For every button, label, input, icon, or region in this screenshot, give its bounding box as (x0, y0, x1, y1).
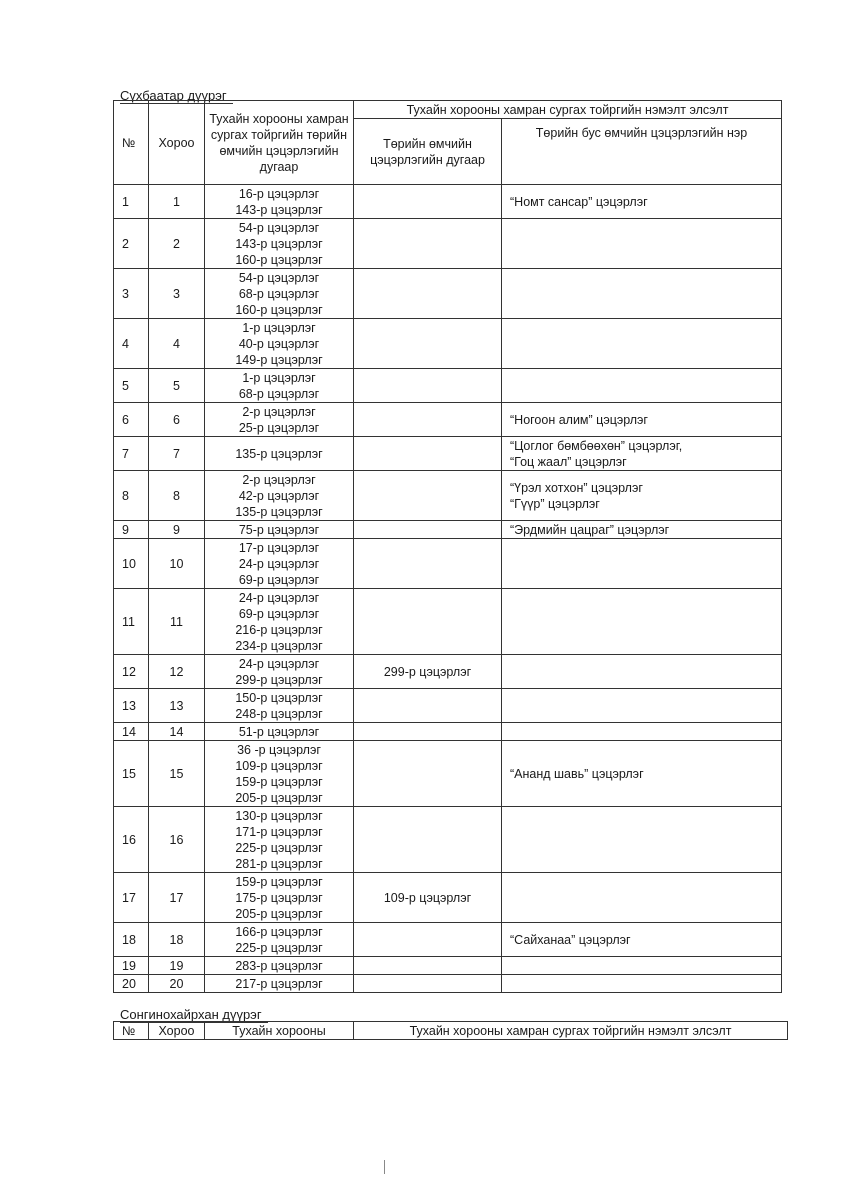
kindergarten-name: 54-р цэцэрлэг (238, 270, 320, 285)
cell-no: 2 (114, 219, 149, 269)
kindergarten-name: 281-р цэцэрлэг (235, 856, 323, 871)
kindergarten-name: 17-р цэцэрлэг (238, 540, 320, 555)
cell-state-kindergartens (205, 741, 354, 807)
kindergarten-name: 68-р цэцэрлэг (238, 286, 320, 301)
table-row (114, 655, 782, 689)
cell-no: 8 (114, 471, 149, 521)
kindergarten-name: 159-р цэцэрлэг (235, 874, 323, 889)
table-row (114, 437, 782, 471)
cell-extra-state (354, 689, 502, 723)
cell-extra-state: 299-р цэцэрлэг (354, 655, 502, 689)
cell-horoo: 8 (149, 471, 205, 521)
kindergarten-name: 75-р цэцэрлэг (238, 522, 320, 537)
header-horoo: Хороо (149, 101, 205, 185)
cell-extra-private (502, 741, 782, 807)
kindergarten-name: 216-р цэцэрлэг (235, 622, 323, 637)
kindergarten-name: 217-р цэцэрлэг (235, 976, 323, 991)
cell-no: 19 (114, 957, 149, 975)
kindergarten-name: 109-р цэцэрлэг (235, 758, 323, 773)
cell-state-kindergartens (205, 403, 354, 437)
kindergarten-name: 68-р цэцэрлэг (238, 386, 320, 401)
cell-extra-private (502, 219, 782, 269)
kindergarten-name: 54-р цэцэрлэг (238, 220, 320, 235)
cell-state-kindergartens (205, 689, 354, 723)
cell-no: 1 (114, 185, 149, 219)
cell-no: 7 (114, 437, 149, 471)
cell-horoo: 19 (149, 957, 205, 975)
table-row (114, 219, 782, 269)
cell-no: 3 (114, 269, 149, 319)
cell-extra-private (502, 269, 782, 319)
cell-extra-state (354, 539, 502, 589)
cell-no: 18 (114, 923, 149, 957)
cell-state-kindergartens (205, 269, 354, 319)
cell-extra-state (354, 185, 502, 219)
kindergarten-name: 299-р цэцэрлэг (235, 672, 323, 687)
cell-extra-private (502, 957, 782, 975)
cell-extra-state (354, 369, 502, 403)
header-extra-state: Төрийн өмчийн цэцэрлэгийн дугаар (354, 119, 502, 185)
private-kindergarten-name: “Үрэл хотхон” цэцэрлэг (510, 480, 643, 495)
scan-mark (384, 1160, 385, 1174)
cell-no: 9 (114, 521, 149, 539)
cell-horoo: 5 (149, 369, 205, 403)
table-row (114, 975, 782, 993)
cell-extra-state (354, 319, 502, 369)
cell-extra-private (502, 689, 782, 723)
kindergarten-name: 2-р цэцэрлэг (242, 404, 316, 419)
header-extra-enrollment: Тухайн хорооны хамран сургах тойргийн нэмэлт элсэлт (354, 101, 782, 119)
cell-no: 6 (114, 403, 149, 437)
table-row (114, 807, 782, 873)
cell-horoo: 2 (149, 219, 205, 269)
cell-horoo: 18 (149, 923, 205, 957)
kindergarten-name: 1-р цэцэрлэг (242, 370, 316, 385)
kindergarten-name: 159-р цэцэрлэг (235, 774, 323, 789)
cell-extra-private (502, 369, 782, 403)
cell-extra-state (354, 269, 502, 319)
cell-horoo: 17 (149, 873, 205, 923)
cell-extra-private (502, 539, 782, 589)
cell-state-kindergartens (205, 923, 354, 957)
cell-state-kindergartens (205, 873, 354, 923)
table-row (114, 589, 782, 655)
cell-extra-state (354, 741, 502, 807)
kindergarten-name: 205-р цэцэрлэг (235, 906, 323, 921)
kindergarten-name: 69-р цэцэрлэг (238, 606, 320, 621)
kindergarten-name: 25-р цэцэрлэг (238, 420, 320, 435)
kindergarten-name: 225-р цэцэрлэг (235, 940, 323, 955)
cell-extra-private (502, 521, 782, 539)
cell-horoo: 1 (149, 185, 205, 219)
cell-horoo: 6 (149, 403, 205, 437)
section-title-sukhbaatar: Сүхбаатар дүүрэг (120, 88, 233, 104)
private-kindergarten-name: “Гүүр” цэцэрлэг (510, 496, 600, 511)
kindergarten-name: 69-р цэцэрлэг (238, 572, 320, 587)
cell-extra-private (502, 471, 782, 521)
cell-extra-state (354, 923, 502, 957)
table-row (114, 741, 782, 807)
cell-no: 11 (114, 589, 149, 655)
cell-horoo: 10 (149, 539, 205, 589)
header-no: № (114, 101, 149, 185)
table-row (114, 369, 782, 403)
table-row (114, 319, 782, 369)
cell-state-kindergartens (205, 471, 354, 521)
kindergarten-name: 205-р цэцэрлэг (235, 790, 323, 805)
table-row (114, 403, 782, 437)
kindergarten-name: 160-р цэцэрлэг (235, 252, 323, 267)
cell-extra-state (354, 521, 502, 539)
private-kindergarten-name: “Сайханаа” цэцэрлэг (510, 932, 631, 947)
kindergarten-name: 36 -р цэцэрлэг (237, 742, 321, 757)
cell-no: 4 (114, 319, 149, 369)
cell-state-kindergartens (205, 521, 354, 539)
table-row (114, 471, 782, 521)
cell-extra-private (502, 185, 782, 219)
cell-no: 10 (114, 539, 149, 589)
cell-horoo: 7 (149, 437, 205, 471)
table-row (114, 269, 782, 319)
cell-horoo: 15 (149, 741, 205, 807)
cell-state-kindergartens (205, 807, 354, 873)
table-row (114, 689, 782, 723)
cell-extra-private (502, 807, 782, 873)
cell-extra-private (502, 319, 782, 369)
cell-extra-private (502, 975, 782, 993)
kindergarten-name: 150-р цэцэрлэг (235, 690, 323, 705)
cell-state-kindergartens (205, 975, 354, 993)
table-row (114, 873, 782, 923)
cell-extra-state (354, 219, 502, 269)
cell-no: 15 (114, 741, 149, 807)
cell-state-kindergartens (205, 957, 354, 975)
kindergarten-name: 135-р цэцэрлэг (235, 504, 323, 519)
cell-horoo: 11 (149, 589, 205, 655)
cell-state-kindergartens (205, 539, 354, 589)
cell-extra-private (502, 437, 782, 471)
cell-horoo: 3 (149, 269, 205, 319)
private-kindergarten-name: “Номт сансар” цэцэрлэг (510, 194, 648, 209)
kindergarten-name: 248-р цэцэрлэг (235, 706, 323, 721)
cell-no: 16 (114, 807, 149, 873)
cell-extra-private (502, 403, 782, 437)
kindergarten-name: 24-р цэцэрлэг (238, 556, 320, 571)
kindergarten-name: 143-р цэцэрлэг (235, 202, 323, 217)
cell-extra-private (502, 589, 782, 655)
kindergarten-name: 225-р цэцэрлэг (235, 840, 323, 855)
kindergarten-name: 149-р цэцэрлэг (235, 352, 323, 367)
kindergarten-name: 2-р цэцэрлэг (242, 472, 316, 487)
header-extra-enrollment: Тухайн хорооны хамран сургах тойргийн нэмэлт элсэлт (354, 1022, 788, 1040)
kindergarten-name: 283-р цэцэрлэг (235, 958, 323, 973)
cell-no: 12 (114, 655, 149, 689)
kindergarten-name: 16-р цэцэрлэг (238, 186, 320, 201)
cell-state-kindergartens (205, 185, 354, 219)
kindergarten-name: 160-р цэцэрлэг (235, 302, 323, 317)
cell-state-kindergartens (205, 655, 354, 689)
cell-no: 13 (114, 689, 149, 723)
header-extra-private: Төрийн бус өмчийн цэцэрлэгийн нэр (502, 119, 782, 185)
table-row (114, 521, 782, 539)
cell-state-kindergartens (205, 723, 354, 741)
cell-extra-state: 109-р цэцэрлэг (354, 873, 502, 923)
cell-state-kindergartens (205, 219, 354, 269)
cell-extra-state (354, 471, 502, 521)
cell-no: 5 (114, 369, 149, 403)
table-row (114, 957, 782, 975)
kindergarten-name: 135-р цэцэрлэг (235, 446, 323, 461)
cell-horoo: 14 (149, 723, 205, 741)
cell-extra-state (354, 723, 502, 741)
table-row (114, 185, 782, 219)
cell-extra-private (502, 723, 782, 741)
private-kindergarten-name: “Цоглог бөмбөөхөн” цэцэрлэг, (510, 438, 683, 453)
kindergarten-name: 51-р цэцэрлэг (238, 724, 320, 739)
cell-extra-state (354, 437, 502, 471)
private-kindergarten-name: “Гоц жаал” цэцэрлэг (510, 454, 627, 469)
cell-extra-state (354, 589, 502, 655)
cell-extra-state (354, 975, 502, 993)
cell-no: 14 (114, 723, 149, 741)
cell-horoo: 20 (149, 975, 205, 993)
header-state-kindergartens: Тухайн хорооны хамран сургах тойргийн төрийн өмчийн цэцэрлэгийн дугаар (205, 101, 354, 185)
header-no: № (114, 1022, 149, 1040)
cell-state-kindergartens (205, 589, 354, 655)
kindergarten-name: 234-р цэцэрлэг (235, 638, 323, 653)
cell-horoo: 13 (149, 689, 205, 723)
cell-extra-private (502, 655, 782, 689)
kindergarten-name: 1-р цэцэрлэг (242, 320, 316, 335)
kindergarten-table-sukhbaatar (113, 100, 782, 993)
cell-horoo: 12 (149, 655, 205, 689)
cell-state-kindergartens (205, 437, 354, 471)
kindergarten-name: 166-р цэцэрлэг (235, 924, 323, 939)
private-kindergarten-name: “Ананд шавь” цэцэрлэг (510, 766, 644, 781)
cell-extra-state (354, 403, 502, 437)
kindergarten-name: 175-р цэцэрлэг (235, 890, 323, 905)
kindergarten-table-songinokhairkhan (113, 1021, 788, 1040)
kindergarten-name: 130-р цэцэрлэг (235, 808, 323, 823)
table-row (114, 923, 782, 957)
section-title-songinokhairkhan: Сонгинохайрхан дүүрэг (120, 1007, 268, 1023)
cell-extra-private (502, 873, 782, 923)
table-row (114, 539, 782, 589)
kindergarten-name: 24-р цэцэрлэг (238, 656, 320, 671)
kindergarten-name: 171-р цэцэрлэг (235, 824, 323, 839)
cell-state-kindergartens (205, 319, 354, 369)
kindergarten-name: 42-р цэцэрлэг (238, 488, 320, 503)
cell-state-kindergartens (205, 369, 354, 403)
private-kindergarten-name: “Ногоон алим” цэцэрлэг (510, 412, 648, 427)
cell-extra-state (354, 807, 502, 873)
cell-horoo: 4 (149, 319, 205, 369)
kindergarten-name: 40-р цэцэрлэг (238, 336, 320, 351)
kindergarten-name: 24-р цэцэрлэг (238, 590, 320, 605)
private-kindergarten-name: “Эрдмийн цацраг” цэцэрлэг (510, 522, 670, 537)
cell-horoo: 16 (149, 807, 205, 873)
header-state-kindergartens: Тухайн хорооны (205, 1022, 354, 1040)
cell-extra-private (502, 923, 782, 957)
cell-no: 20 (114, 975, 149, 993)
cell-extra-state (354, 957, 502, 975)
header-horoo: Хороо (149, 1022, 205, 1040)
kindergarten-name: 143-р цэцэрлэг (235, 236, 323, 251)
cell-no: 17 (114, 873, 149, 923)
cell-horoo: 9 (149, 521, 205, 539)
table-row (114, 723, 782, 741)
